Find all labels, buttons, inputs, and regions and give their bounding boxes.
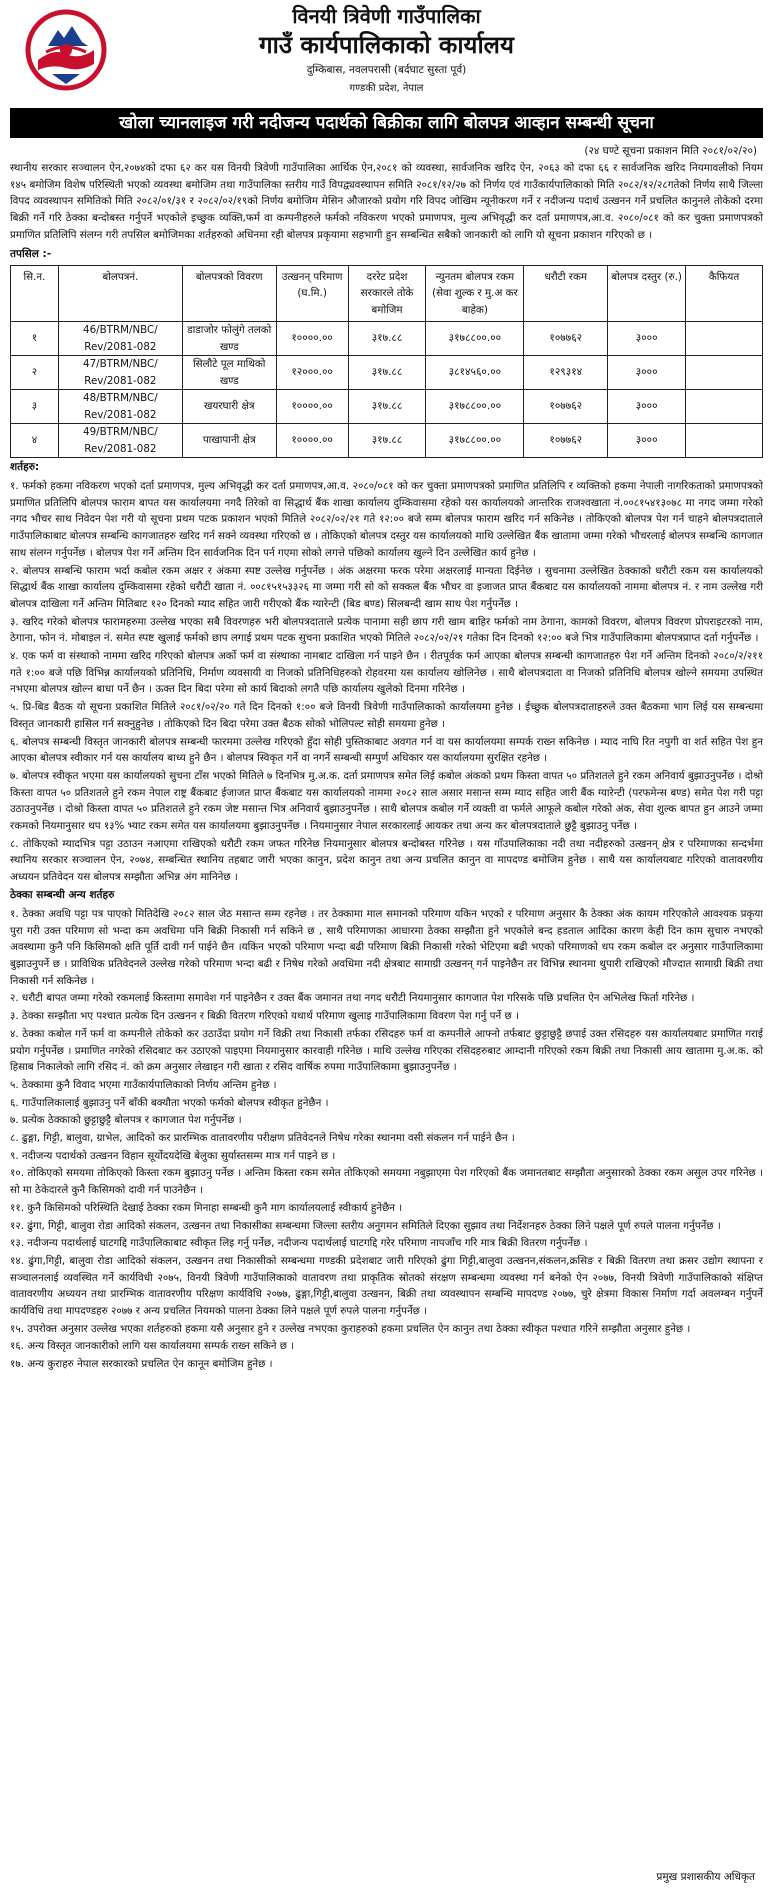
contract-condition-item: १४. ढुंगा,गिट्टी, बालुवा रोडा आदिको संकलन, उत्खनन तथा निकासीको सम्बन्धमा गण्डकी प्रदेशबाट जारी गरिएको ढुंगा गिट्टी,बालुवा उत्खनन,संकलन,क्रसिङ र बिक्री वितरण तथा क्रसर उद्योग स्थापना र सञ्चालनलाई व्यवस्थित गर्ने कार्यविधी २०७५, विनयी त्रिवेणी गाउँपालिकाको वातावरण तथा प्राकृतिक स्रोतको संरक्षण सम्बन्धमा व्यवस्था गर्न बनेको ऐन २०७७, विनयी त्रिवेणी गाउँपालिकाको संक्षिप्त वातावरणीय अध्ययन तथा प्रारम्भिक वातावरणीय परिक्षण कार्यविधि २०७७, ढुङ्गा,गिट्टी,बालुवा उत्खनन, बिक्री तथा व्यवस्थापन सम्बन्धि मापदण्ड २०७७, चुरे क्षेत्रमा विकास निर्माण गर्दा अवलम्बन गर्नुपर्ने कार्यविधि तथा मापदण्डहरु २०७७ र अन्य प्रचलित नियमको पालना ठेक्का लिने पक्षले पूर्ण रुपले पालना गर्नुपर्नेछ । (10, 1254, 763, 1318)
office-name: गाउँ कार्यपालिकाको कार्यालय (259, 31, 514, 59)
cell-description: सिलौटे पूल माथिको खण्ड (182, 356, 276, 390)
condition-item: ३. खरिद गरेको बोलपत्र फारामहरुमा उल्लेख भएका सबै विवरणहरु भरी बोलपत्रदाताले प्रत्येक पानामा सही छाप गरी खाम बाहिर फर्मको नाम ठेगाना, कामको विवरण, बोलपत्र विवरण प्रोपराइटरको नाम, ठेगाना, फोन नं. मोबाइल नं. समेत स्पष्ट खुलाई फर्मको छाप लगाई प्रथम पटक सुचना प्रकाशित भएको मितिले २०८२/०२/२१ गतेका दिन दिनको १२:०० बजे भित्र गाउँपालिकामा बोलपत्रप्राप्त दर्ता गर्नुपर्नेछ । (10, 615, 763, 645)
contract-condition-item: १३. नदीजन्य पदार्थलाई घाटगद्दि गाउँपालिकाबाट स्वीकृत लिइ गर्नु पर्नेछ, नदीजन्य पदार्थलाई घाटगद्दि गरेर परिमाण नापजाँच गरि मात्र बिक्री वितरण गर्नुपर्नेछ । (10, 1237, 588, 1250)
cell-fee: ३००० (608, 390, 686, 424)
cell-min-amount: ३१७८८००.०० (426, 424, 524, 458)
cell-rate: ३१७.८८ (348, 356, 426, 390)
condition-item: ८. तोकिएको म्यादभित्र पट्टा उठाउन नआएमा राखिएको धरौटी रकम जफत गरिनेछ नियमानुसार बोलपत्र बन्दोबस्त गरिनेछ । यस गाँउपालिकाका नदी तथा नदीहरुको उत्खनन् क्षेत्र र परिमाणका सन्दर्भमा स्थानिय सरकार सञ्चालन ऐन, २०७४, सम्बन्धित स्थानिय तहबाट जारी भएका कानुन, प्रदेश कानुन तथा अन्य प्रचलित कानुन वा मापदण्ड बमोजिम हुनेछ । साथै यस कार्यालयबाट गरिएको वातावरणीय अध्ययन प्रतिवेदन यस बोलपत्र सम्झौता अभिन्न अंग मानिनेछ । (10, 837, 763, 884)
contract-condition-item: ३. ठेक्का सम्झौता भए पश्चात प्रत्येक दिन उत्खनन र बिक्री वितरण गरिएको यथार्थ परिमाण खुलाइ गाउँपालिकामा विवरण पेश गर्नु पर्ने छ । (10, 1010, 519, 1023)
cell-remark (686, 390, 763, 424)
cell-quantity: १००००.०० (276, 390, 348, 424)
cell-tender-no: 46/BTRM/NBC/ Rev/2081-082 (58, 322, 182, 356)
contract-condition-item: १७. अन्य कुराहरु नेपाल सरकारको प्रचलित ऐन कानून बमोजिम हुनेछ । (10, 1358, 273, 1371)
header-quantity: उत्खनन् परिमाण (घ.मि.) (276, 265, 348, 322)
cell-deposit: १०७७६२ (524, 390, 608, 424)
header-deposit: धरौटी रकम (524, 265, 608, 322)
cell-description: पाखापानी क्षेत्र (182, 424, 276, 458)
contract-condition-item: १०. तोकिएको समयमा तोकिएको किस्ता रकम बुझाउनु पर्नेछ । अन्तिम किस्ता रकम समेत तोकिएको समयमा नबुझाएमा पेश गरिएको बैंक जमानतबाट सम्झौता अनुसारको ठेक्का रकम असुल उपर गरिनेछ । सो मा ठेकेदारले कुनै किसिमको दावी गर्न पाउनेछैन । (10, 1167, 763, 1197)
cell-deposit: १०७७६२ (524, 322, 608, 356)
contract-condition-item: ८. ढुङ्गा, गिट्टी, बालुवा, ग्राभेल, आदिको कर प्रारम्भिक वातावरणीय परीक्षण प्रतिवेदनले निषेध गरेका स्थानमा वसी संकलन गर्न पाईने छैन । (10, 1132, 515, 1145)
header-sn: सि.न. (11, 265, 59, 322)
contract-condition-item: ११. कुनै किसिमको परिस्थिति देखाई ठेक्का रकम मिनाहा सम्बन्धी कुनै माग कार्यालयलाई स्वीकार्य हुनेछैन । (10, 1201, 403, 1214)
cell-sn: २ (11, 356, 59, 390)
condition-item: ५. प्रि-बिड बैठक यो सूचना प्रकाशित मितिले २०८१/०२/२० गते दिन दिनको १:०० बजे विनयी त्रिवेणी गाउँपालिकाको कार्यालयमा हुनेछ । ईच्छुक बोलपत्रदाताहरुले उक्त बैठकमा भाग लिई यस सम्बन्धमा विस्तृत जानकारी हासिल गर्न सक्नुहुनेछ । तोकिएको दिन बिदा परेमा उक्त बैठक सोको भोलिपल्ट सोही समयमा हुनेछ । (10, 701, 763, 730)
cell-quantity: १२०००.०० (276, 356, 348, 390)
cell-remark (686, 356, 763, 390)
cell-description: खयरघारी क्षेत्र (182, 390, 276, 424)
tender-table (10, 265, 763, 459)
schedule-label: तपसिल :- (10, 247, 52, 260)
conditions-heading: शर्तहरु: (10, 461, 40, 474)
cell-deposit: १०७७६२ (524, 424, 608, 458)
cell-min-amount: ३१७८८००.०० (426, 390, 524, 424)
header-description: बोलपत्रको विवरण (182, 265, 276, 322)
header-tender-no: बोलपत्रनं. (58, 265, 182, 322)
condition-item: १. फर्मको हकमा नविकरण भएको दर्ता प्रमाणपत्र, मुल्य अभिवृद्धी कर दर्ता प्रमाणपत्र,आ.व. २०८०/०८१ को कर चुक्ता प्रमाणपत्रको प्रमाणित प्रतिलिपि र व्यक्तिको हकमा नेपाली नागरिकताको प्रमाणपत्रको प्रमाणित प्रतिलिपि बोलपत्र फाराम बापत यस कार्यालयमा नगदै तिरेको वा सिद्धार्थ बैंक शाखा कार्यालय दुम्किवासमा रहेको यस कार्यालयको आन्तरिक राजश्वखाता नं.००८१५४१३०७८ मा नगद जम्मा गरेको नगद भौचर साथ निवेदन पेश गरी यो सूचना प्रथम पटक प्रकाशन भएको मितिले २०८२/०२/२१ गते १२:०० बजे सम्म बोलपत्र फाराम खरिद गर्न सकिनेछ । तोकिएको बोलपत्र पेश गर्न चाहने बोलपत्रदाताले गाउँपालिकाबाट बोलपत्र सम्बन्धि कागजातहरु खरिद गर्न सक्ने व्यवस्था गरिएको छ । तोकिएको बोलपत्र दस्तुर यस कार्यालयको माथि उल्लेखित बैंक खातामा जम्मा गरेको भौचरलाई बोलपत्र सम्बन्धि कागजात साथ संलग्न गर्नुपर्नेछ । बोलपत्र पेश गर्ने अन्तिम दिन सार्वजनिक दिन पर्न गएमा सोको लगत्ते पछिको कार्यालय खुल्ने दिन उल्लेखित कार्य हुनेछ । (10, 480, 763, 559)
contract-conditions-heading: ठेक्का सम्बन्धी अन्य शर्तहरु (10, 888, 115, 901)
condition-item: ४. एक फर्म वा संस्थाको नाममा खरिद गरिएको बोलपत्र अर्को फर्म वा संस्थाका नामबाट दाखिला गर्न पाइने छैन । रीतपूर्वक फर्म आएका बोलपत्र सम्बन्धी कागजातहरु पेश गर्ने अन्तिम दिनको २०८०/२/२११ गते १:०० बजे पछि विभिन्न कार्यालयको प्रतिनिधि, निर्माण व्यवसायी वा निजको प्रतिनिधिहरुको रोहवरमा यस कार्यालय खोलिनेछ । साथै बोलपत्रदाता वा निजको प्रतिनिधि बोलपत्र खोल्ने समयमा उपस्थित नभएमा बोलपत्र खोल्न बाधा पर्ने छैन । ऊक्त दिन बिदा परेमा सो कार्य बिदाको लगतै पछि कार्यालय खुलेको दिनमा गरिनेछ । (10, 650, 763, 696)
cell-deposit: १२९३१४ (524, 356, 608, 390)
table-header-row (11, 265, 763, 322)
table-row (11, 356, 763, 390)
cell-sn: ४ (11, 424, 59, 458)
cell-rate: ३१७.८८ (348, 322, 426, 356)
contract-condition-item: ५. ठेक्कामा कुनै विवाद भएमा गाउँकार्यपालिकाको निर्णय अन्तिम हुनेछ । (10, 1078, 277, 1091)
province-name: गण्डकी प्रदेश, नेपाल (349, 83, 424, 94)
conditions-list (10, 478, 763, 886)
contract-condition-item: ९. नदीजन्य पदार्थको उत्खनन विहान सूर्योदयदेखि बेलुका सुर्यास्तसम्म मात्र गर्न पाइने छ । (10, 1149, 336, 1162)
cell-tender-no: 48/BTRM/NBC/ Rev/2081-082 (58, 390, 182, 424)
table-row (11, 322, 763, 356)
signature-block: प्रमुख प्रशासकीय अधिकृत (656, 1871, 755, 1883)
contract-condition-item: १६. अन्य विस्तृत जानकारीको लागि यस कार्यालयमा सम्पर्क राख्न सकिने छ । (10, 1340, 295, 1353)
office-address: दुम्किबास, नवलपरासी (बर्दघाट सुस्ता पूर्व) (306, 64, 467, 76)
contract-condition-item: १२. ढुंगा, गिट्टी, बालुवा रोडा आदिको संकलन, उत्खनन तथा निकासीका सम्बन्धमा जिल्ला स्तरीय अनुगमन समितिले दिएका सुझाव तथा निर्देशनहरु ठेक्का लिने पक्षले पूर्ण रुपले पालना गर्नुपर्नेछ । (10, 1219, 721, 1232)
cell-remark (686, 322, 763, 356)
cell-fee: ३००० (608, 424, 686, 458)
cell-sn: १ (11, 322, 59, 356)
cell-tender-no: 47/BTRM/NBC/ Rev/2081-082 (58, 356, 182, 390)
intro-paragraph: स्थानीय सरकार सञ्चालन ऐन,२०७४को दफा ६२ कर यस विनयी त्रिवेणी गाउँपालिका आर्थिक ऐन,२०८१ को व्यवस्था, सार्वजनिक खरिद ऐन, २०६३ को दफा ६६ र सार्वजनिक खरिद नियमावलीको नियम १४५ बमोजिम विशेष परिस्थिती भएको व्यवस्था बमोजिम तथा गाउँपालिका स्तरीय गाउँ विपद्व्यवस्थापन समिति २०८१/१२/२७ को निर्णय एवं गाउँकार्यपालिकाको मिति २०८२/१२/२८गतेको निर्णय साथै जिल्ला विपद व्यवस्थापन समितिको मिति २०८२/०१/३१ र २०८२/०२/१९को निर्णय बमोजिम मेसिन औजारको प्रयोग गरि विपद जोखिम न्यूनीकरण गर्ने र नदीजन्य पदार्थ उत्खनन गर्ने प्रचलित कानुनले तोकेको दरमा बिक्री गर्ने गरि ठेक्का बन्दोबस्त गर्नुपर्ने भएकोले इच्छुक व्यक्ति,फर्म वा कम्पनीहरुले फर्मको नविकरण भएको प्रमाणपत्र, मुल्य अभिवृद्धी कर दर्ता प्रमाणपत्र,आ.व. २०८०/०८१ को कर चुक्ता प्रमाणपत्रको प्रमाणित प्रतिलिपि संलग्न गरी तपसिल बमोजिमका शर्तहरुको अधिनमा रही बोलपत्र प्रकृयामा सहभागी हुन सम्बन्धित सबैको जानकारी को लागि यो सूचना प्रकाशन गरिएको छ । (10, 162, 763, 241)
cell-quantity: १००००.०० (276, 322, 348, 356)
contract-condition-item: ६. गाउँपालिकालाई बुझाउनु पर्ने बाँकी बक्यौता भएको फर्मको बोलपत्र स्वीकृत हुनेछैन । (10, 1096, 329, 1109)
contract-condition-item: ४. ठेक्का कबोल गर्ने फर्म वा कम्पनीले तोकेको कर उठाउँदा प्रयोग गर्ने विक्री तथा निकासी तर्फका रसिदहरु फर्म वा कम्पनीले आफ्नो तर्फबाट छुट्टाछुट्टै छपाई उक्त रसिदहरु यस कार्यालयबाट प्रमाणित गराई प्रयोग गर्नुपर्नेछ । प्रमाणित नगरेको रसिदबाट कर उठाएको पाइएमा नियमानुसार कारवाही गरिनेछ । माथि उल्लेख गरिएका रसिदहरुबाट आम्दानी गरिएको रकम बिक्री तथा निकासी आय खातामा मु.अ.क. को हिसाब निकालेको लागि रसिद नं. को क्रम अनुसार लेखाइन गरी खाता र रसिद वार्षिक रुपमा गाउँपालिकामा बुझाउनुपर्नेछ । (10, 1027, 763, 1074)
cell-rate: ३१७.८८ (348, 390, 426, 424)
cell-fee: ३००० (608, 356, 686, 390)
notice-title: खोला च्यानलाइज गरी नदीजन्य पदार्थको बिक्रीका लागि बोलपत्र आव्हान सम्बन्धी सूचना (10, 108, 763, 138)
cell-min-amount: ३१७८८००.०० (426, 322, 524, 356)
condition-item: ६. बोलपत्र सम्बन्धी विस्तृत जानकारी बोलपत्र सम्बन्धी फारममा उल्लेख गरिएको हुँदा सोही पुस्तिकाबाट अवगत गर्न वा यस कार्यालयमा सम्पर्क राख्न सकिनेछ । म्याद नाघि रित नपुगी वा शर्त सहित पेश हुन आएका बोलपत्र स्वीकार गर्न यस कार्यालय बाध्य हुने छैन । बोलपत्र स्विकृत गर्ने वा नगर्ने सम्बन्धी सम्पुर्ण अधिकार यस कार्यालयमा सुरक्षित रहनेछ । (10, 735, 763, 765)
condition-item: ७. बोलपत्र स्वीकृत भएमा यस कार्यालयको सुचना टाँस भएको मितिले ७ दिनभित्र मु.अ.क. दर्ता प्रमाणपत्र समेत लिई कबोल अंकको प्रथम किस्ता वापत ५० प्रतिशतले हुने रकम अनिवार्य बुझाउनुपर्नेछ । दोश्रो किस्ता वापत ५० प्रतिशतले हुने रकम नेपाल राष्ट्र बैंकबाट ईजाजत प्राप्त बैंकबाट यस कार्यालयको नाममा २०८२ साल असार मसान्त सम्म म्याद सहित जारी बैंक ग्यारेन्टी (परफमेन्स बण्ड) समेत पेश गरी पट्टा उठाउनुपर्नेछ । दोश्रो किस्ता वापत ५० प्रतिशतले हुने रकम जेष्ट मसान्त भित्र अनिवार्य बुझाउनुपर्नेछ । साथै बोलपत्र कबोल गर्ने व्यक्ती वा फर्मले आफूले कबोल गरेको अंक, सेवा शुल्क बापत हुन आउने जम्मा रकमको नियमानुसार थप १३% भ्याट रकम समेत यस कार्यालयमा बुझाउनुपर्नेछ । नियमानुसार नेपाल सरकारलाई आयकर तथा अन्य कर बोलपत्रदाताले छुट्टै बुझाउनु पर्नेछ । (10, 769, 763, 833)
header-rate: दररेट प्रदेश सरकारले तोके बमोजिम (348, 265, 426, 322)
contract-condition-item: १५. उपरोक्त अनुसार उल्लेख भएका शर्तहरुको हकमा यसै अनुसार हुने र उल्लेख नभएका कुराहरुको हकमा प्रचलित ऐन कानुन तथा ठेक्का स्वीकृत पश्चात गरिने सम्झौता अनुसार हुनेछ । (10, 1322, 691, 1335)
contract-condition-item: ७. प्रत्येक ठेक्काको छुट्टाछुट्टै बोलपत्र र कागजात पेश गर्नुपर्नेछ । (10, 1114, 242, 1127)
contract-conditions-list (10, 906, 763, 1373)
cell-fee: ३००० (608, 322, 686, 356)
cell-rate: ३१७.८८ (348, 424, 426, 458)
cell-description: डाडाजोर फोलुंगे तलको खण्ड (182, 322, 276, 356)
cell-min-amount: ३८१४५६०.०० (426, 356, 524, 390)
contract-condition-item: १. ठेक्का अवधि पट्टा पत्र पाएको मितिदेखि २०८२ साल जेठ मसान्त सम्म रहनेछ । तर ठेक्कामा माल समानको परिमाण यकिन भएको र परिमाण अनुसार कै ठेक्का अंक कायम गरिएकोले आवश्यक प्रकृया पुरा गरी उक्त परिमाण सो भन्दा कम अवधिमा पनि बिक्री निकासी गर्न सकिने छ , साथै परिमाणका आधारमा ठेक्का सम्झौता हुने भएकोले बन्द हडताल आदिका कारण केही दिन काम सुचारु नभएको अवस्थामा कुनै पनि किसिमको क्षति पूर्ति दावी गर्न पाईने छैन ।यकिन भएको परिमाण भन्दा बढी परिमाण बिक्री निकासी गरेको भेटिएमा बढी भएको परिमाणको थप रकम कबोल दर अनुसार गाउँपालिकामा बुझाउनुपर्ने छ । प्राविधिक प्रतिवेदनले उल्लेख गरेको परिमाण भन्दा बढी र निषेध गरेको अवधिमा नदी क्षेत्रबाट सामाग्री उत्खनन् गर्न पाइनेछैन तर विभिन्न स्थानमा थुपारी राखिएको मौज्दात सामाग्री बिक्री तथा निकासी गर्न सकिनेछ । (10, 907, 763, 987)
header-min-amount: न्युनतम बोलपत्र रकम (सेवा शुल्क र मु.अ कर बाहेक) (426, 265, 524, 322)
publish-date: (२४ घण्टे सूचना प्रकाशन मिति २०८१/०२/२०) (584, 145, 757, 157)
header-remark: कैफियत (686, 265, 763, 322)
cell-tender-no: 49/BTRM/NBC/ Rev/2081-082 (58, 424, 182, 458)
cell-sn: ३ (11, 390, 59, 424)
contract-condition-item: २. धरौटी बापत जम्मा गरेको रकमलाई किस्तामा समावेश गर्न पाइनेछैन र उक्त बैंक जमानत तथा नगद धरौटी नियमानुसार कागजात पेश गरिसके पछि प्रचलित ऐन अभिलेख फिर्ता गरिनेछ । (10, 992, 695, 1005)
table-row (11, 424, 763, 458)
municipality-name: विनयी त्रिवेणी गाउँपालिका (292, 4, 481, 28)
table-row (11, 390, 763, 424)
letterhead (10, 0, 763, 108)
cell-remark (686, 424, 763, 458)
condition-item: २. बोलपत्र सम्बन्धि फाराम भर्दा कबोल रकम अक्षर र अंकमा स्पष्ट उल्लेख गर्नुपर्नेछ । अंक अक्षरमा फरक परेमा अक्षरलाई मान्यता दिईनेछ । सुचनामा उल्लेखित ठेक्काको धरौटी रकम यस कार्यालयको सिद्धार्थ बैंक शाखा कार्यालय दुम्किवासमा रहेको धरौटी खाता नं. ००८१५१५३३२६ मा जम्मा गरी सो को सक्कल बैंक भौचर वा इजाजत प्राप्त बैंकबाट यस कार्यालयको नाममा बोलपत्र नं. र नाम उल्लेख गरी बोलपत्र दाखिला गर्ने अन्तिम मितिबाट १२० दिनको म्याद सहित जारी गरीएको बैंक ग्यारेन्टी (बिड बण्ड) सिलबन्दी खाम साथ पेश गर्नुपर्नेछ । (10, 564, 763, 610)
header-fee: बोलपत्र दस्तुर (रु.) (608, 265, 686, 322)
cell-quantity: १००००.०० (276, 424, 348, 458)
